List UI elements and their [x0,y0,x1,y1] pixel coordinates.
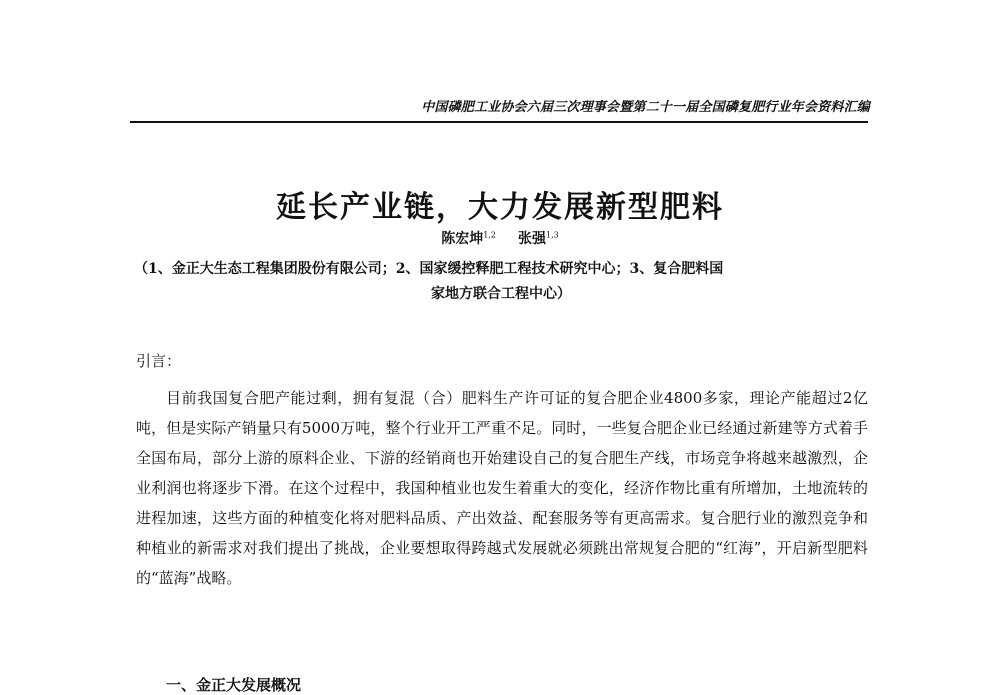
running-header: 中国磷肥工业协会六届三次理事会暨第二十一届全国磷复肥行业年会资料汇编 [421,100,870,115]
article-title: 延长产业链，大力发展新型肥料 [276,190,724,225]
header-rule [130,121,868,123]
author-affiliation-marker: 1,3 [546,230,559,240]
author-name: 陈宏坤 [441,231,484,247]
author-line [0,228,1000,248]
affiliation-line: 家地方联合工程中心） [431,286,571,302]
author-affiliation-marker: 1,2 [483,230,496,240]
affiliation-line: （1、金正大生态工程集团股份有限公司；2、国家缓控释肥工程技术研究中心；3、复合肥料国 [134,261,724,277]
author-name: 张强 [518,231,546,247]
intro-paragraph: 目前我国复合肥产能过剩，拥有复混（合）肥料生产许可证的复合肥企业4800多家，理论产能超过2亿吨，但是实际产销量只有5000万吨，整个行业开工严重不足。同时，一些复合肥企业已经通过新建等方式着手全国布局，部分上游的原料企业、下游的经销商也开始建设自己的复合肥生产线，市场竞争将越来越激烈，企业利润也将逐步下滑。在这个过程中，我国种植业也发生着重大的变化，经济作物比重有所增加，土地流转的进程加速，这些方面的种植变化将对肥料品质、产出效益、配套服务等有更高需求。复合肥行业的激烈竞争和种植业的新需求对我们提出了挑战，企业要想取得跨越式发展就必须跳出常规复合肥的“红海”，开启新型肥料的“蓝海”战略。 [136,389,868,587]
section-heading: 一、金正大发展概况 [166,676,302,694]
intro-label: 引言： [136,352,182,370]
